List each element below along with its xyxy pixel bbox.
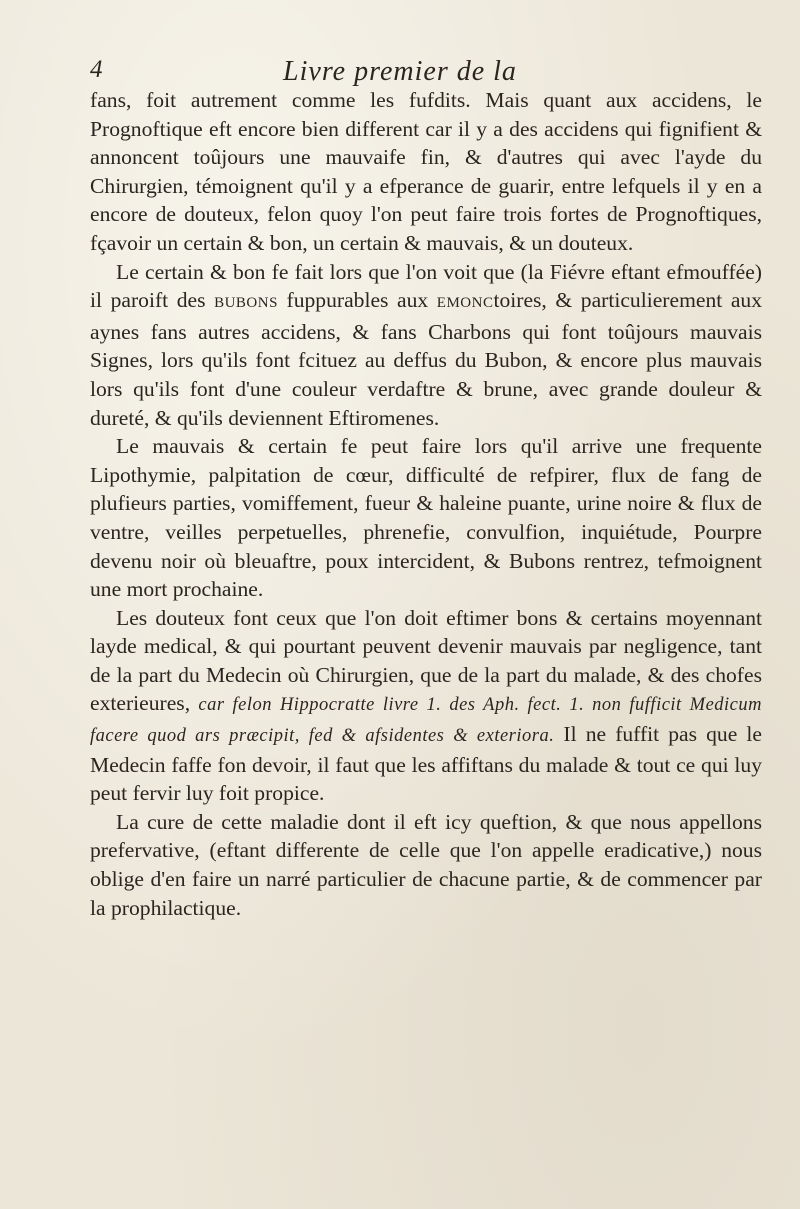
latin-quotation: car felon Hippocratte livre 1. des Aph. fect. 1. non fufficit Medicum facere quod ars præcipit, fed & afsidentes & exteriora. — [90, 695, 762, 747]
body-text — [90, 86, 762, 922]
paragraph-certain-good — [90, 258, 762, 433]
running-title: Livre premier de la — [283, 56, 517, 87]
text-segment: La cure de cette maladie dont il eft icy queftion, & que nous appellons prefervative, (eftant differente de celle que l'on appelle eradicative,) nous oblige d'en faire un narré particulier de chacune partie, & de commencer par la prophilactique. — [90, 809, 762, 920]
paragraph-doubtful — [90, 604, 762, 808]
text-segment: Le certain & bon fe fait lors que l'on voit que (la Fiévre eftant efmouffée) il paroift des — [90, 259, 762, 313]
text-segment: fans, foit autrement comme les fufdits. Mais quant aux accidens, le Prognoftique eft encore bien different car il y a des accidens qui fignifient & annoncent toûjours une mauvaife fin, & d'autres qui avec l'ayde du Chirurgien, témoignent qu'il y a efperance de guarir, entre lefquels il y en a encore de douteux, felon quoy l'on peut faire trois fortes de Prognoftiques, fçavoir un certain & bon, un certain & mauvais, & un douteux. — [90, 88, 762, 255]
paragraph-prognostic-accidents — [90, 86, 762, 258]
text-segment: fuppurables aux — [277, 288, 437, 313]
text-segment: Le mauvais & certain fe peut faire lors qu'il arrive une frequente Lipothymie, palpitation de cœur, difficulté de refpirer, flux de fang de plufieurs parties, vomiffement, fueur & haleine puante, urine noire & flux de ventre, veilles perpetuelles, phrenefie, convulfion, inquiétude, Pourpre devenu noir où bleuaftre, poux intercident, & Bubons rentrez, tefmoignent une mort prochaine. — [90, 434, 762, 602]
page-number: 4 — [90, 56, 103, 83]
text-segment: Il ne fuffit pas que le Medecin faffe fon devoir, il faut que les affiftans du malade & tout ce qui luy peut fervir luy foit propice. — [90, 722, 762, 806]
text-segment: Les douteux font ceux que l'on doit eftimer bons & certains moyennant layde medical, & qui pourtant peuvent devenir mauvais par negligence, tant de la part du Medecin où Chirurgien, que de la part du malade, & des chofes exterieures, — [90, 605, 762, 716]
text-segment: toires, & particulierement aux aynes fans autres accidens, & fans Charbons qui font toûjours mauvais Signes, lors qu'ils font fcituez au deffus du Bubon, & encore plus mauvais lors qu'ils font d'une couleur verdaftre & brune, avec grande douleur & dureté, & qu'ils deviennent Eftiromenes. — [90, 288, 763, 430]
smallcaps-term: EMONC — [436, 295, 494, 312]
smallcaps-term: BUBONS — [214, 295, 278, 312]
paragraph-cure — [90, 808, 762, 922]
page-header — [90, 56, 710, 90]
paragraph-certain-bad — [90, 432, 762, 604]
